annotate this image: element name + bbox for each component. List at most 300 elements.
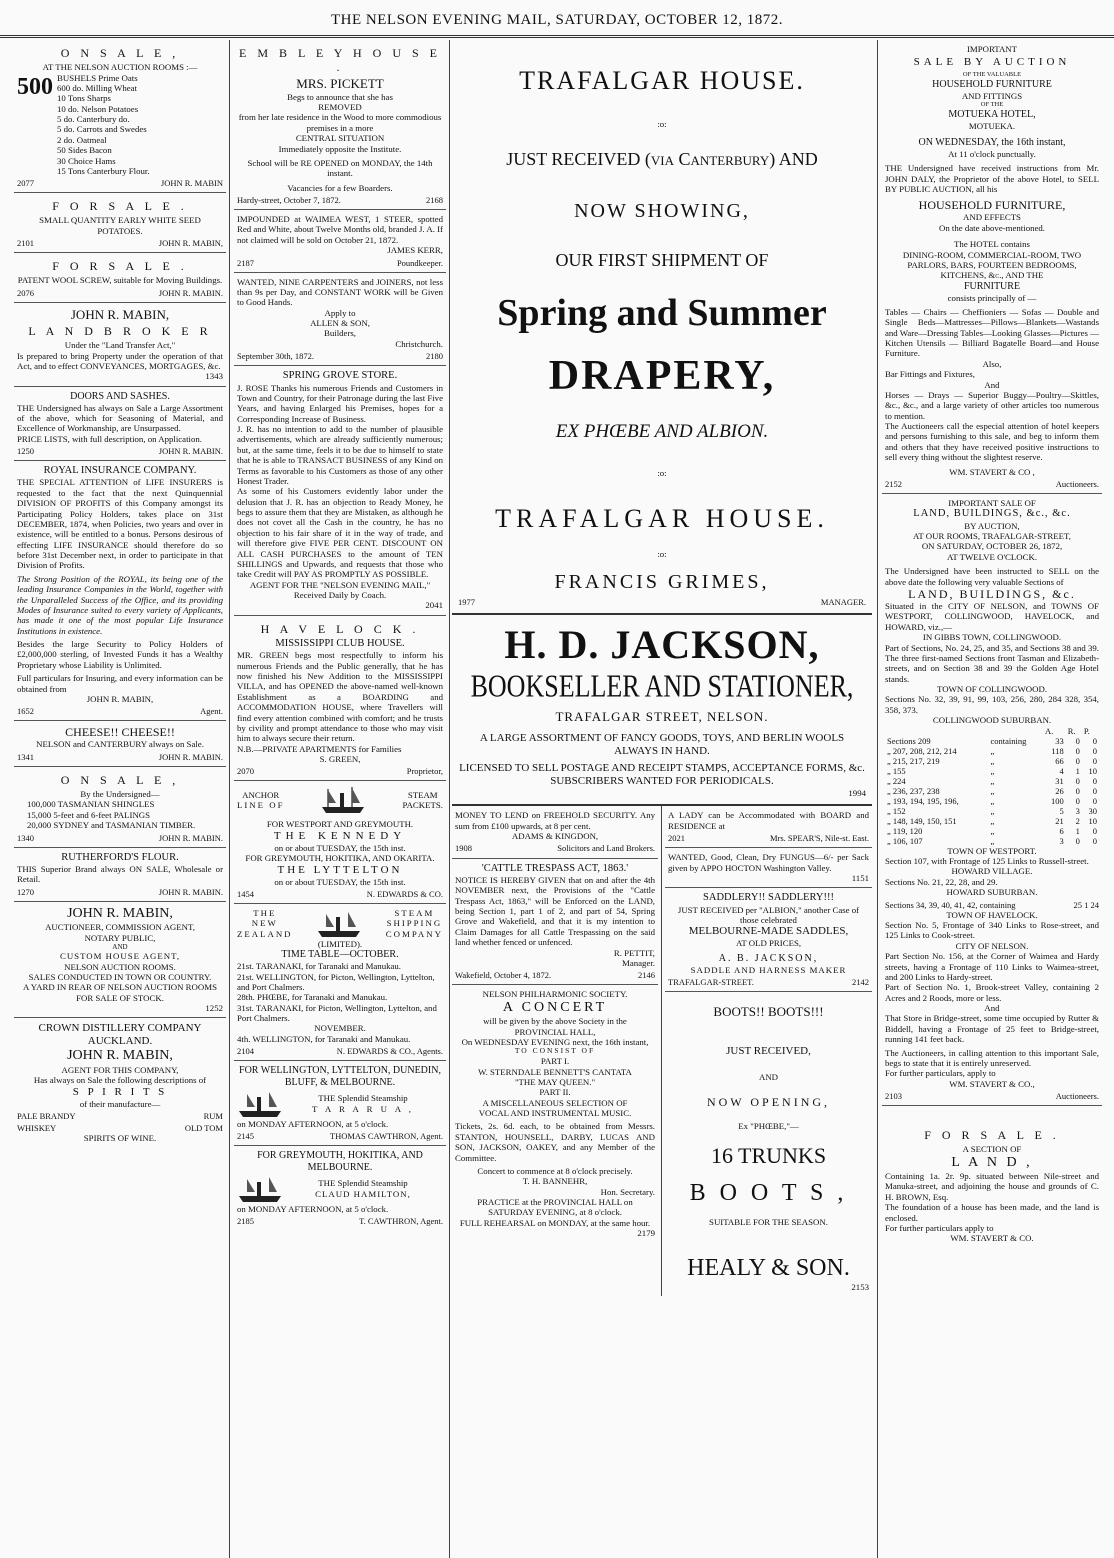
ad-heading: NOVEMBER. <box>314 1023 366 1034</box>
table-cell: „ <box>990 835 995 846</box>
table-cell: 0 <box>1075 835 1080 846</box>
table-cell: 0 <box>1075 745 1080 756</box>
table-row <box>885 746 1099 756</box>
ad-signature: JOHN R. MABIN. <box>158 886 223 897</box>
ad-text: Immediately opposite the Institute. <box>278 143 402 154</box>
table-cell: 3 <box>1075 805 1080 816</box>
ad-signature: N. EDWARDS & CO., Agents. <box>336 1046 443 1057</box>
timetable-row: 31st. TARANAKI, for Picton, Wellington, Lyttelton, and Port Chalmers. <box>237 1002 437 1024</box>
ad-number: 2185 <box>237 1216 254 1227</box>
ad-number: 1270 <box>17 886 34 897</box>
ad-text: MOTUEKA. <box>968 120 1016 131</box>
ad-date: September 30th, 1872. <box>237 351 314 362</box>
ad-text: TRAFALGAR STREET, NELSON. <box>555 708 769 724</box>
table-header: A. <box>1044 725 1054 736</box>
table-cell: „ <box>990 805 995 816</box>
ad-text: Vacancies for a few Boarders. <box>287 182 393 193</box>
ad-heading: SADDLERY!! SADDLERY!!! <box>703 892 834 904</box>
ad-signature: R. PETTIT, <box>613 947 655 958</box>
table-cell: „ <box>990 785 995 796</box>
ad-signature: Agent. <box>200 706 223 717</box>
ad-text: Mrs. SPEAR'S, Nile-st. East. <box>769 833 869 844</box>
ad-heading: A CONCERT <box>502 999 608 1015</box>
ad-hd-jackson <box>452 615 872 806</box>
column-rule <box>229 40 230 1558</box>
ad-text: The foundation of a house has been made, and the land is enclosed. <box>885 1202 1099 1223</box>
table-cell: „ 236, 237, 238 <box>887 785 940 796</box>
ad-text: A LADY can be Accommodated with BOARD and RESIDENCE at <box>668 810 869 831</box>
ad-text: Has always on Sale the following descriptions of <box>33 1075 207 1086</box>
ad-text: Part of Section No. 1, Brook-street Valley, containing 2 Acres and 2 Roods, more or less. <box>885 982 1099 1003</box>
ad-heading: O N S A L E , <box>60 772 180 787</box>
ad-text: WANTED, Good, Clean, Dry FUNGUS—6/- per Sack given by APPO HOCTON Washington Valley. <box>668 852 869 873</box>
ad-text: W. STERNDALE BENNETT'S CANTATA <box>478 1066 632 1077</box>
timetable-row: 21st. TARANAKI, for Taranaki and Manukau. <box>237 961 401 972</box>
ad-signature: ADAMS & KINGDON, <box>511 831 599 842</box>
table-cell: 30 <box>1088 805 1097 816</box>
ad-embley-house <box>234 40 446 210</box>
ship-name: CLAUD HAMILTON, <box>315 1188 411 1199</box>
ad-text: Is prepared to bring Property under the operation of that Act, and to effect CONVEYANCES, MORTGAGES, &c. <box>17 350 223 371</box>
ad-text: NOW SHOWING, <box>574 200 750 223</box>
produce-item: 10 Tons Sharps <box>57 93 111 104</box>
ad-text: Section No. 5, Frontage of 340 Links to Rose-street, and 125 Links to Cook-street. <box>885 920 1099 941</box>
table-cell: 118 <box>1051 745 1064 756</box>
table-cell: 5 <box>1059 805 1064 816</box>
table-row <box>885 836 1099 846</box>
ad-heading: RUTHERFORD'S FLOUR. <box>61 851 179 863</box>
table-cell: 10 <box>1088 815 1097 826</box>
table-cell: „ 155 <box>887 765 906 776</box>
ship-name: T A R A R U A , <box>311 1103 415 1114</box>
ad-signature: HEALY & SON. <box>687 1254 850 1281</box>
ad-nz-steam-shipping <box>234 904 446 1061</box>
ad-text: PRACTICE at the PROVINCIAL HALL on SATURDAY EVENING, at 8 o'clock. <box>477 1197 633 1218</box>
ad-signature: FRANCIS GRIMES, <box>554 571 770 594</box>
ad-lady-board <box>665 806 872 848</box>
ad-text: S P I R I T S <box>72 1085 168 1098</box>
table-cell: „ 193, 194, 195, 196, <box>887 795 959 806</box>
table-cell: 0 <box>1075 775 1080 786</box>
ad-signature: Hon. Secretary. <box>600 1186 655 1197</box>
ad-text: FOR GREYMOUTH, HOKITIKA, AND OKARITA. <box>245 853 435 864</box>
steamship-icon <box>320 785 366 815</box>
ad-number: 1977 <box>458 596 475 607</box>
ad-text: SUITABLE FOR THE SEASON. <box>709 1217 828 1228</box>
table-cell: „ 148, 149, 150, 151 <box>887 815 957 826</box>
steamship-icon <box>237 1089 283 1119</box>
ad-number: 2101 <box>17 238 34 249</box>
ad-text: Tickets, 2s. 6d. each, to be obtained from Messrs. STANTON, HOUNSELL, DARBY, LUCAS AND SON, JACKSON, OAKEY, and any Member of the Committee. <box>455 1121 655 1163</box>
table-cell: 3 <box>1059 835 1064 846</box>
ad-signature: JOHN R. MABIN, <box>86 693 154 704</box>
ad-number: 2021 <box>668 833 685 844</box>
ad-text: DINING-ROOM, COMMERCIAL-ROOM, TWO PARLORS, BARS, FOURTEEN BEDROOMS, KITCHENS, &c., AND THE <box>902 249 1082 281</box>
table-cell: 0 <box>1075 785 1080 796</box>
ad-text: NOTICE IS HEREBY GIVEN that on and after the 4th NOVEMBER next, the Provisions of the "Cattle Trespass Act, 1863," will be Enforced on the LAND, being Section 1, part 1 of 2, and part of 54, Spring Grove and Wakefield, and that it is my intention to Claim Damages for all Cattle Trespassing on the said land whether fenced or unfenced. <box>455 874 655 948</box>
ad-text: And <box>984 379 1000 390</box>
table-cell: 1 <box>1075 765 1080 776</box>
produce-item: 2 do. Oatmeal <box>57 134 107 145</box>
ad-text: The Strong Position of the ROYAL, its being one of the leading Insurance Companies in the World, together with the Unparalleled Success of the Office, and its providing Modes of Insurance suited to every variety of Applicants, has made it one of the most popular Life Insurance Institutions in existence. <box>17 573 223 636</box>
column-4 <box>882 40 1102 1558</box>
separator: :o: <box>657 467 667 478</box>
ad-money-to-lend <box>452 806 658 858</box>
ad-on-sale-timber <box>14 767 226 848</box>
ad-heading: ROYAL INSURANCE COMPANY. <box>43 465 197 477</box>
ad-havelock <box>234 616 446 782</box>
ad-text: NELSON and CANTERBURY always on Sale. <box>36 739 204 750</box>
column-rule <box>877 40 878 1558</box>
ad-number: 2152 <box>885 478 902 489</box>
table-cell: 2 <box>1075 815 1080 826</box>
table-row <box>885 736 1099 746</box>
table-cell: 33 <box>1055 735 1064 746</box>
ad-text: Sections 34, 39, 40, 41, 42, containing <box>885 899 1016 910</box>
ad-number: 2179 <box>637 1228 655 1239</box>
ad-heading: TRAFALGAR HOUSE. <box>495 504 829 534</box>
ad-heading: H. D. JACKSON, <box>504 621 820 667</box>
ad-text: Christchurch. <box>395 338 443 349</box>
ad-land-buildings <box>882 494 1102 1106</box>
table-cell: 0 <box>1092 745 1097 756</box>
ad-text: OF THE VALUABLE <box>962 71 1022 79</box>
ad-text: ON WEDNESDAY, the 16th instant, <box>918 137 1066 148</box>
ad-text: For further particulars apply to <box>885 1222 994 1233</box>
ad-text: CENTRAL SITUATION <box>295 133 385 144</box>
ad-text: A MISCELLANEOUS SELECTION OF <box>482 1097 628 1108</box>
table-cell: 26 <box>1055 785 1064 796</box>
ad-text: STEAM <box>407 790 438 801</box>
produce-item: 5 do. Carrots and Swedes <box>57 124 147 135</box>
table-cell: „ <box>990 815 995 826</box>
table-cell: Sections 209 <box>887 735 931 746</box>
table-cell: „ <box>990 745 995 756</box>
table-row <box>885 776 1099 786</box>
ad-text: OUR FIRST SHIPMENT OF <box>555 249 769 270</box>
ad-text: BY AUCTION, <box>964 520 1020 531</box>
ad-text: The Auctioneers call the especial attention of hotel keepers and persons furnishing to this sale, and beg to inform them and others that they have received positive instructions to sell every thing without the slightest reserve. <box>885 421 1099 463</box>
ad-text: ANCHOR <box>242 790 280 801</box>
ad-subheading: TOWN OF HAVELOCK. <box>946 909 1038 920</box>
ad-text: IMPOUNDED at WAIMEA WEST, 1 STEER, spotted Red and White, about Twelve Months old, branded J. A. If not claimed will be sold on October 21, 1872. <box>237 214 443 245</box>
ad-cheese <box>14 721 226 767</box>
ad-heading: F O R S A L E . <box>924 1128 1060 1143</box>
ad-text: Concert to commence at 8 o'clock precisely. <box>477 1165 633 1176</box>
ad-heading: F O R S A L E . <box>52 199 188 214</box>
ad-text: on MONDAY AFTERNOON, at 5 o'clock. <box>237 1203 389 1214</box>
ad-text: AND <box>112 942 128 951</box>
ad-signature: Auctioneers. <box>1055 1091 1099 1101</box>
ad-number: 1908 <box>455 843 472 854</box>
ad-text: FOR WESTPORT AND GREYMOUTH. <box>266 819 414 830</box>
ad-signature: THOMAS CAWTHRON, Agent. <box>329 1131 443 1142</box>
column-3 <box>452 40 872 1558</box>
ad-subheading: TOWN OF WESTPORT. <box>947 845 1037 856</box>
table-cell: 0 <box>1092 835 1097 846</box>
ad-number: 1343 <box>205 371 223 382</box>
ad-heading: TIME TABLE—OCTOBER. <box>281 949 399 961</box>
ad-text: SADDLE AND HARNESS MAKER <box>690 964 847 975</box>
ad-text: Spring and Summer <box>497 292 827 335</box>
ad-text: on or about TUESDAY, the 15th inst. <box>274 876 406 887</box>
ad-text: 25 1 24 <box>1073 899 1099 910</box>
ad-text: THIS Superior Brand always ON SALE, Wholesale or Retail. <box>17 863 223 885</box>
ad-signature: T. H. BANNEHR, <box>522 1176 588 1187</box>
column-rule <box>449 40 450 1558</box>
ad-text: L A N D , <box>951 1154 1033 1170</box>
ad-philharmonic <box>452 985 658 1242</box>
ad-signature: Solicitors and Land Brokers. <box>557 843 655 854</box>
ad-text: LICENSED TO SELL POSTAGE AND RECEIPT STAMPS, ACCEPTANCE FORMS, &c. SUBSCRIBERS WANTED FOR PERIODICALS. <box>459 762 865 788</box>
ad-signature: JAMES KERR, <box>387 245 443 256</box>
ad-subheading: L A N D B R O K E R <box>28 324 212 339</box>
ad-cattle-trespass <box>452 859 658 986</box>
ad-text: As some of his Customers evidently labor under the delusion that J. R. has an objection to Ready Money, he begs to assure them that they are Mistaken, as although he does not covet all the Cash in the country, he has no objection to his fair share of it in the way of trade, and will therefore give FIVE PER CENT. DISCOUNT ON ALL CASH PURCHASES to the amount of TEN SHILLINGS and Upwards, and requests that those who take Credit will PAY AS PROMPTLY AS POSSIBLE. <box>237 486 443 580</box>
ad-text: B O O T S , <box>689 1180 848 1207</box>
ad-text: MONEY TO LEND on FREEHOLD SECURITY. Any sum from £100 upwards, at 8 per cent. <box>455 810 655 831</box>
ad-date: Hardy-street, October 7, 1872. <box>237 195 341 206</box>
ad-text: On the date above-mentioned. <box>938 222 1045 233</box>
ad-text: HOUSEHOLD FURNITURE <box>932 79 1052 90</box>
ad-text: A SECTION OF <box>962 1144 1022 1155</box>
ad-text: Builders, <box>323 328 356 339</box>
ad-text: OF THE <box>980 101 1004 109</box>
ad-for-sale-wool-screw <box>14 253 226 303</box>
table-cell: „ <box>990 775 995 786</box>
ad-text: Section 107, with Frontage of 125 Links to Russell-street. <box>885 856 1089 867</box>
ad-text: JUST RECEIVED per "ALBION," another Case of those celebrated <box>677 904 860 925</box>
ad-heading: SPRING GROVE STORE. <box>282 370 398 382</box>
table-cell: „ <box>990 765 995 776</box>
ad-text: AND FITTINGS <box>961 90 1023 101</box>
table-header: P. <box>1083 725 1090 736</box>
ad-text: JUST RECEIVED, <box>726 1045 811 1058</box>
ad-text: AGENT FOR THE "NELSON EVENING MAIL," Received Daily by Coach. <box>249 579 431 601</box>
table-cell: containing <box>990 735 1027 746</box>
ad-text: AUCTIONEER, COMMISSION AGENT, <box>45 922 195 933</box>
ad-text: The HOTEL contains <box>954 239 1030 250</box>
ad-text: ZEALAND <box>237 928 293 939</box>
ad-heading: CROWN DISTILLERY COMPANY <box>38 1022 202 1035</box>
ad-text: Ex "PHŒBE,"— <box>738 1120 799 1131</box>
spirit-item: PALE BRANDY <box>17 1111 76 1121</box>
ad-heading: FOR GREYMOUTH, HOKITIKA, AND MELBOURNE. <box>257 1150 423 1174</box>
timber-list <box>17 799 223 830</box>
ad-text: FURNITURE <box>963 280 1021 292</box>
ad-number: 2104 <box>237 1046 254 1057</box>
ad-signature: JOHN R. MABIN. <box>158 751 223 762</box>
table-row <box>885 826 1099 836</box>
ad-text: Besides the large Security to Policy Holders of £2,000,000 sterling, of Invested Funds it has a Wealthy Proprietary whose Liability is Unlimited. <box>17 639 223 670</box>
table-row <box>885 766 1099 776</box>
ad-heading: CHEESE!! CHEESE!! <box>65 725 175 740</box>
ad-text: The Auctioneers, in calling attention to this important Sale, begs to state that it is entirely unreserved. <box>885 1047 1099 1068</box>
ad-signature: JOHN R. MABIN <box>160 178 223 189</box>
table-cell: „ <box>990 795 995 806</box>
produce-item: 600 do. Milling Wheat <box>57 82 137 93</box>
table-cell: „ 215, 217, 219 <box>887 755 940 766</box>
ad-text: AND EFFECTS <box>963 212 1021 223</box>
steamship-icon <box>316 909 362 939</box>
table-cell: „ 207, 208, 212, 214 <box>887 745 957 756</box>
table-cell: 1 <box>1075 825 1080 836</box>
separator: :o: <box>657 118 667 129</box>
ad-text: At 11 o'clock punctually. <box>948 148 1036 159</box>
ad-subheading: CITY OF NELSON. <box>955 940 1029 951</box>
ad-heading: H A V E L O C K . <box>260 621 420 636</box>
table-cell: „ <box>990 755 995 766</box>
ad-text: SHIPPING <box>386 918 443 929</box>
ad-text: REMOVED <box>318 102 362 113</box>
table-row <box>885 806 1099 816</box>
ad-text: J. ROSE Thanks his numerous Friends and Customers in Town and Country, for their Patronage during the last Five Years, and having Enlarged his Premises, hopes for a Corresponding Increase of Business. <box>237 382 443 424</box>
ad-number: 1652 <box>17 706 34 717</box>
ad-number: 2077 <box>17 178 34 189</box>
ad-text: on or about TUESDAY, the 15th inst. <box>274 842 406 853</box>
ad-fungus <box>665 848 872 888</box>
timetable-row: 4th. WELLINGTON, for Taranaki and Manukau. <box>237 1033 411 1044</box>
ad-text: THE Splendid Steamship <box>318 1178 408 1189</box>
table-cell: „ 224 <box>887 775 906 786</box>
ad-heading: NELSON PHILHARMONIC SOCIETY. <box>482 989 628 1000</box>
ad-text: THE Splendid Steamship <box>318 1093 408 1104</box>
timetable-row: 21st. WELLINGTON, for Picton, Wellington, Lyttelton, and Port Chalmers. <box>237 971 435 992</box>
ship-name: THE LYTTELTON <box>277 863 403 876</box>
ad-heading: DOORS AND SASHES. <box>70 390 170 402</box>
ad-text: Sections No. 21, 22, 28, and 29. <box>885 876 998 887</box>
ad-text: Horses — Drays — Superior Buggy—Poultry—Skittles, &c., &c., and a large variety of other articles too numerous to mention. <box>885 389 1099 421</box>
ad-number: 1151 <box>851 872 869 883</box>
ad-heading: F O R S A L E . <box>52 259 188 274</box>
produce-item: BUSHELS Prime Oats <box>57 72 138 83</box>
ad-heading: BOOTS!! BOOTS!!! <box>713 1003 824 1019</box>
table-header: R. <box>1067 725 1076 736</box>
ad-number: 2153 <box>851 1282 869 1293</box>
ad-text: And <box>984 1003 1000 1013</box>
ad-text: AND <box>758 1072 779 1083</box>
masthead: THE NELSON EVENING MAIL, SATURDAY, OCTOBER 12, 1872. <box>0 0 1114 38</box>
ad-text: MELBOURNE-MADE SADDLES, <box>688 925 849 938</box>
ad-text: ON SATURDAY, OCTOBER 26, 1872, <box>921 541 1063 552</box>
ad-text: SALES CONDUCTED IN TOWN OR COUNTRY. <box>28 971 212 982</box>
ad-heading: JOHN R. MABIN, <box>70 306 170 322</box>
ad-date: Wakefield, October 4, 1872. <box>455 970 552 981</box>
ad-text: A LARGE ASSORTMENT OF FANCY GOODS, TOYS, AND BERLIN WOOLS ALWAYS IN HAND. <box>479 732 845 758</box>
ad-impounded <box>234 210 446 273</box>
table-cell: 0 <box>1092 775 1097 786</box>
ad-text: A YARD IN REAR OF NELSON AUCTION ROOMS FOR SALE OF STOCK. <box>23 982 217 1003</box>
ad-text: Begs to announce that she has <box>287 91 393 102</box>
ad-text: AT OLD PRICES, <box>735 938 802 949</box>
table-cell: 4 <box>1059 765 1064 776</box>
ad-text: FULL REHEARSAL on MONDAY, at the same hour. <box>459 1217 651 1228</box>
ad-text: THE Undersigned has always on Sale a Large Assortment of the above, which for Seasoning of Material, and Excellence of Workmanship, are Unsurpassed. <box>17 402 223 434</box>
spirit-item: WHISKEY <box>17 1123 57 1134</box>
ad-number: 1341 <box>17 751 34 762</box>
produce-item: 50 Sides Bacon <box>57 145 112 156</box>
ad-text: The Undersigned have been instructed to SELL on the above date the following very valuable Sections of <box>885 566 1099 587</box>
ad-auctioneer <box>14 902 226 1019</box>
ad-heading: MISSISSIPPI CLUB HOUSE. <box>275 637 405 649</box>
ad-text: from her late residence in the Wood to more commodious premises in a more <box>238 112 442 133</box>
ad-signature: Proprietor, <box>406 766 443 777</box>
ad-text: Also, <box>982 358 1002 369</box>
ad-signature: WM. STAVERT & CO., <box>949 1078 1035 1089</box>
ad-wanted-carpenters <box>234 273 446 367</box>
ad-text: MOTUEKA HOTEL, <box>948 108 1036 120</box>
ad-text: THE SPECIAL ATTENTION of LIFE INSURERS is requested to the fact that the next Quinquennial DIVISION OF PROFITS of this Company amongst its Participating Policy Holders, takes place on 31st DECEMBER, 1874, when Policies, two years and over in existence, will be entitled to a bonus. Persons desirous of effecting LIFE INSURANCE should therefore do so before 31st December next, in order to participate in that Division of Profits. <box>17 477 223 571</box>
ad-subheading: TOWN OF COLLINGWOOD. <box>936 684 1048 695</box>
ad-subheading: HOWARD SUBURBAN. <box>946 887 1038 898</box>
ad-signature: WM. STAVERT & CO , <box>949 466 1035 477</box>
ad-text: JOHN R. MABIN, <box>67 1048 173 1064</box>
table-row <box>885 796 1099 806</box>
ad-number: 1454 <box>237 888 254 899</box>
ad-number: 2103 <box>885 1091 902 1101</box>
ad-number: 2168 <box>426 195 443 206</box>
ad-text: MRS. PICKETT <box>296 76 384 92</box>
ad-text: will be given by the above Society in the <box>483 1016 627 1027</box>
ad-text: COMPANY <box>385 928 443 939</box>
separator: :o: <box>657 548 667 559</box>
ad-subheading: COLLINGWOOD SUBURBAN. <box>932 715 1052 726</box>
ad-text: On WEDNESDAY EVENING next, the 16th instant, <box>461 1036 649 1047</box>
table-row <box>885 756 1099 766</box>
sub-column-left <box>452 806 662 1296</box>
spirit-item: SPIRITS OF WINE. <box>83 1133 157 1144</box>
spirit-item: OLD TOM <box>184 1123 223 1134</box>
spirit-item: RUM <box>203 1111 223 1121</box>
produce-list <box>57 73 150 177</box>
table-cell: 0 <box>1075 735 1080 746</box>
ad-text: Bar Fittings and Fixtures, <box>885 369 975 380</box>
ad-subheading: IN GIBBS TOWN, COLLINGWOOD. <box>922 632 1062 643</box>
ad-heading: TRAFALGAR HOUSE. <box>519 66 805 95</box>
ad-text: 16 TRUNKS <box>710 1143 827 1169</box>
table-cell: 66 <box>1055 755 1064 766</box>
ad-text: Under the "Land Transfer Act," <box>64 340 176 351</box>
ad-number: 2146 <box>638 970 655 981</box>
ad-text: on MONDAY AFTERNOON, at 5 o'clock. <box>237 1118 389 1129</box>
ad-text: "THE MAY QUEEN." <box>514 1076 596 1087</box>
table-cell: 0 <box>1075 795 1080 806</box>
ad-heading: SALE BY AUCTION <box>913 56 1071 69</box>
ad-number: 1250 <box>17 446 34 457</box>
ad-number: 2187 <box>237 257 254 268</box>
ad-text: For further particulars, apply to <box>885 1068 996 1079</box>
ad-text: Part Section No. 156, at the Corner of Waimea and Hardy streets, having a Frontage of 110 Links to Waimea-street, and 200 Links to Hardy-street. <box>885 951 1099 982</box>
ad-land-broker <box>14 303 226 387</box>
land-table <box>885 726 1099 846</box>
ad-signature: Poundkeeper. <box>396 257 443 268</box>
ad-for-sale-potatoes <box>14 193 226 253</box>
ad-text: NOW OPENING, <box>706 1094 831 1109</box>
produce-item: 30 Choice Hams <box>57 155 116 166</box>
ad-text: DRAPERY, <box>548 352 776 399</box>
ad-text: AT TWELVE O'CLOCK. <box>946 551 1038 562</box>
ad-text: IMPORTANT <box>966 44 1018 54</box>
ad-text: EX PHŒBE AND ALBION. <box>555 421 769 443</box>
ad-number: 2070 <box>237 766 254 777</box>
ad-text: THE Undersigned have received instructions from Mr. JOHN DALY, the Proprietor of the above Hotel, to SELL BY PUBLIC AUCTION, all his <box>885 163 1099 194</box>
timetable-rows <box>237 961 443 1023</box>
ad-text: AGENT FOR THIS COMPANY, <box>61 1064 179 1075</box>
column-1 <box>14 40 226 1558</box>
timetable-row: 28th. PHŒBE, for Taranaki and Manukau. <box>237 992 388 1003</box>
ad-text: PATENT WOOL SCREW, suitable for Moving Buildings. <box>17 275 223 286</box>
ad-heading: O N S A L E , <box>60 46 180 60</box>
